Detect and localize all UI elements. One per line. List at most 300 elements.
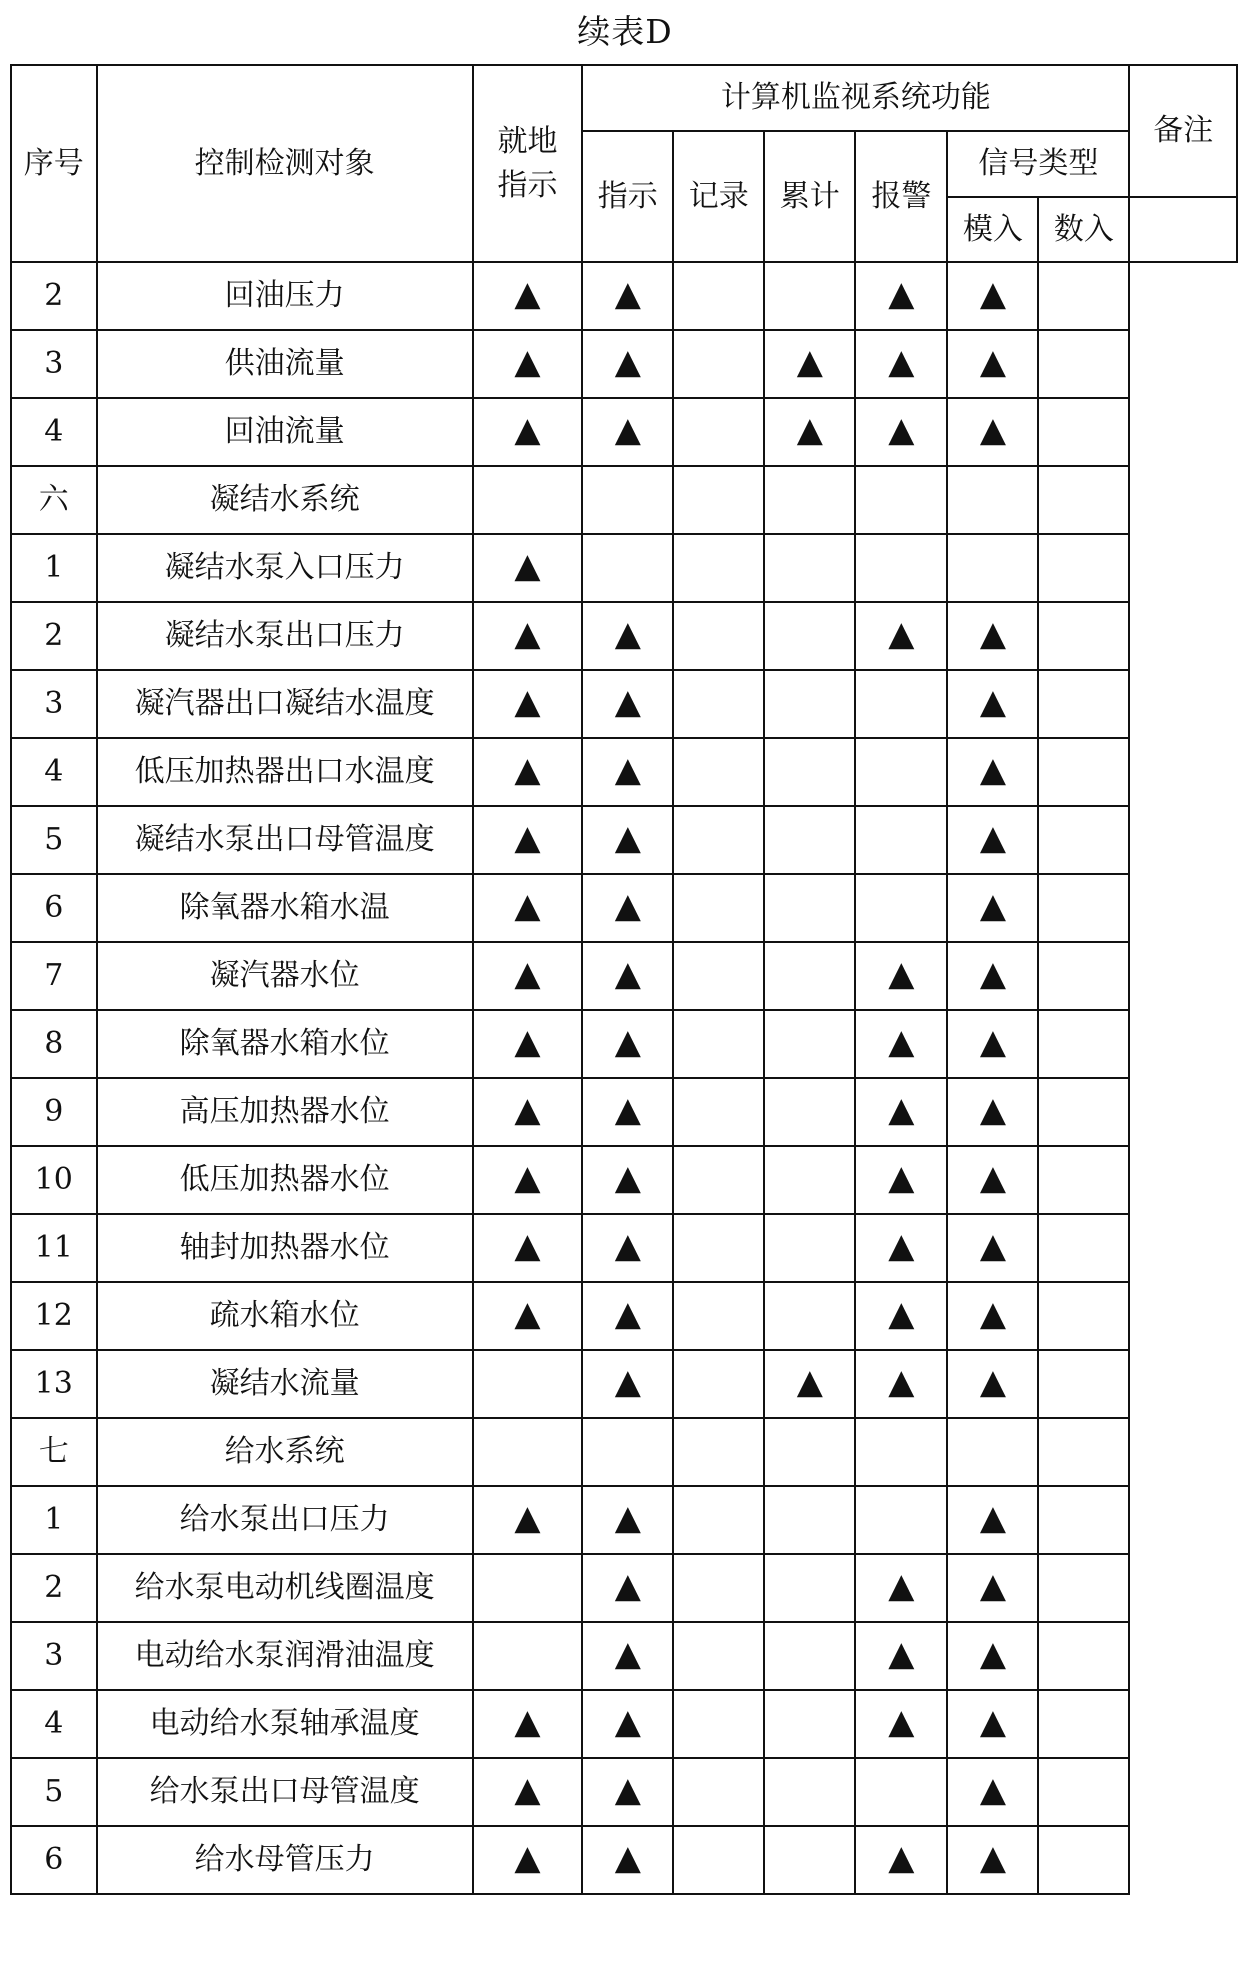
mark-cell [673, 1554, 764, 1622]
mark-cell [673, 602, 764, 670]
triangle-mark-icon: ▲ [614, 614, 641, 655]
mark-cell [473, 1622, 583, 1690]
mark-cell [673, 806, 764, 874]
triangle-mark-icon: ▲ [514, 750, 541, 791]
mark-cell [764, 1418, 855, 1486]
remarks-cell [1038, 1214, 1129, 1282]
row-seq: 12 [11, 1282, 97, 1350]
table-row [11, 738, 1237, 806]
triangle-mark-icon: ▲ [979, 818, 1006, 859]
mark-cell [764, 1758, 855, 1826]
remarks-cell [1038, 942, 1129, 1010]
table-row [11, 1350, 1237, 1418]
mark-cell [764, 1010, 855, 1078]
row-seq: 3 [11, 670, 97, 738]
mark-cell [764, 602, 855, 670]
mark-cell [473, 806, 583, 874]
mark-cell [582, 1418, 673, 1486]
remarks-cell [1038, 1146, 1129, 1214]
mark-cell [947, 330, 1038, 398]
row-seq: 1 [11, 534, 97, 602]
mark-cell [855, 1758, 947, 1826]
mark-cell [855, 398, 947, 466]
mark-cell [673, 534, 764, 602]
mark-cell [673, 1078, 764, 1146]
mark-cell [582, 534, 673, 602]
mark-cell [855, 942, 947, 1010]
triangle-mark-icon: ▲ [614, 1022, 641, 1063]
table-row [11, 1282, 1237, 1350]
mark-cell [764, 874, 855, 942]
mark-cell [764, 806, 855, 874]
header-alarm: 报警 [855, 131, 947, 262]
remarks-cell [1038, 1010, 1129, 1078]
mark-cell [582, 1146, 673, 1214]
triangle-mark-icon: ▲ [514, 818, 541, 859]
row-object: 给水泵出口母管温度 [97, 1758, 473, 1826]
mark-cell [855, 1826, 947, 1894]
triangle-mark-icon: ▲ [514, 954, 541, 995]
mark-cell [855, 1622, 947, 1690]
remarks-cell [1038, 262, 1129, 330]
mark-cell [673, 1214, 764, 1282]
mark-cell [582, 1826, 673, 1894]
row-object: 凝汽器出口凝结水温度 [97, 670, 473, 738]
mark-cell [473, 1690, 583, 1758]
mark-cell [947, 602, 1038, 670]
mark-cell [582, 330, 673, 398]
remarks-cell [1038, 602, 1129, 670]
mark-cell [473, 670, 583, 738]
row-seq: 9 [11, 1078, 97, 1146]
remarks-cell [1038, 806, 1129, 874]
triangle-mark-icon: ▲ [979, 750, 1006, 791]
header-record: 记录 [673, 131, 764, 262]
row-object: 回油压力 [97, 262, 473, 330]
triangle-mark-icon: ▲ [614, 682, 641, 723]
triangle-mark-icon: ▲ [614, 954, 641, 995]
mark-cell [947, 1418, 1038, 1486]
mark-cell [473, 874, 583, 942]
mark-cell [764, 1146, 855, 1214]
mark-cell [764, 1350, 855, 1418]
triangle-mark-icon: ▲ [979, 886, 1006, 927]
row-object: 回油流量 [97, 398, 473, 466]
row-seq: 六 [11, 466, 97, 534]
mark-cell [473, 398, 583, 466]
mark-cell [673, 942, 764, 1010]
mark-cell [764, 262, 855, 330]
header-local-indication [473, 65, 583, 262]
row-object: 低压加热器水位 [97, 1146, 473, 1214]
triangle-mark-icon: ▲ [614, 1362, 641, 1403]
mark-cell [947, 534, 1038, 602]
mark-cell [947, 874, 1038, 942]
table-row [11, 1554, 1237, 1622]
triangle-mark-icon: ▲ [888, 342, 915, 383]
mark-cell [582, 874, 673, 942]
triangle-mark-icon: ▲ [888, 1566, 915, 1607]
remarks-cell [1038, 398, 1129, 466]
triangle-mark-icon: ▲ [979, 1226, 1006, 1267]
triangle-mark-icon: ▲ [979, 1362, 1006, 1403]
triangle-mark-icon: ▲ [614, 1226, 641, 1267]
mark-cell [855, 1078, 947, 1146]
row-seq: 2 [11, 602, 97, 670]
table-row [11, 466, 1237, 534]
triangle-mark-icon: ▲ [979, 1838, 1006, 1879]
triangle-mark-icon: ▲ [979, 274, 1006, 315]
mark-cell [764, 1486, 855, 1554]
mark-cell [582, 466, 673, 534]
row-seq: 7 [11, 942, 97, 1010]
mark-cell [855, 806, 947, 874]
row-seq: 4 [11, 738, 97, 806]
table-row [11, 670, 1237, 738]
triangle-mark-icon: ▲ [514, 1090, 541, 1131]
mark-cell [673, 874, 764, 942]
triangle-mark-icon: ▲ [614, 1294, 641, 1335]
row-seq: 8 [11, 1010, 97, 1078]
triangle-mark-icon: ▲ [614, 1090, 641, 1131]
table-row [11, 262, 1237, 330]
mark-cell [764, 942, 855, 1010]
mark-cell [855, 738, 947, 806]
mark-cell [582, 1758, 673, 1826]
triangle-mark-icon: ▲ [888, 1838, 915, 1879]
mark-cell [947, 1010, 1038, 1078]
row-seq: 4 [11, 398, 97, 466]
remarks-cell [1038, 874, 1129, 942]
table-row [11, 330, 1237, 398]
triangle-mark-icon: ▲ [888, 1158, 915, 1199]
remarks-cell [1038, 1758, 1129, 1826]
row-object: 电动给水泵润滑油温度 [97, 1622, 473, 1690]
header-row-1 [11, 65, 1237, 131]
row-object: 给水泵出口压力 [97, 1486, 473, 1554]
mark-cell [582, 1690, 673, 1758]
remarks-cell [1038, 1486, 1129, 1554]
table-body [11, 65, 1237, 1894]
mark-cell [673, 738, 764, 806]
triangle-mark-icon: ▲ [614, 1838, 641, 1879]
mark-cell [764, 1214, 855, 1282]
triangle-mark-icon: ▲ [614, 818, 641, 859]
mark-cell [582, 942, 673, 1010]
triangle-mark-icon: ▲ [888, 1226, 915, 1267]
remarks-cell [1038, 1418, 1129, 1486]
table-row [11, 1622, 1237, 1690]
mark-cell [473, 1486, 583, 1554]
mark-cell [473, 1282, 583, 1350]
mark-cell [764, 398, 855, 466]
mark-cell [473, 1826, 583, 1894]
triangle-mark-icon: ▲ [888, 954, 915, 995]
mark-cell [673, 1622, 764, 1690]
mark-cell [855, 602, 947, 670]
mark-cell [582, 1554, 673, 1622]
mark-cell [673, 670, 764, 738]
table-row [11, 1010, 1237, 1078]
mark-cell [855, 874, 947, 942]
mark-cell [947, 466, 1038, 534]
mark-cell [947, 398, 1038, 466]
mark-cell [673, 1758, 764, 1826]
mark-cell [673, 1282, 764, 1350]
mark-cell [582, 1214, 673, 1282]
triangle-mark-icon: ▲ [888, 1022, 915, 1063]
mark-cell [764, 1554, 855, 1622]
mark-cell [855, 1146, 947, 1214]
row-object: 凝结水泵入口压力 [97, 534, 473, 602]
mark-cell [582, 1282, 673, 1350]
header-remarks-blank [1129, 197, 1237, 262]
triangle-mark-icon: ▲ [796, 410, 823, 451]
triangle-mark-icon: ▲ [888, 1294, 915, 1335]
header-cumulative: 累计 [764, 131, 855, 262]
mark-cell [855, 1282, 947, 1350]
remarks-cell [1038, 1078, 1129, 1146]
triangle-mark-icon: ▲ [514, 886, 541, 927]
mark-cell [855, 670, 947, 738]
mark-cell [947, 1622, 1038, 1690]
mark-cell [855, 262, 947, 330]
mark-cell [764, 738, 855, 806]
row-object: 给水泵电动机线圈温度 [97, 1554, 473, 1622]
mark-cell [582, 1010, 673, 1078]
triangle-mark-icon: ▲ [888, 614, 915, 655]
mark-cell [947, 942, 1038, 1010]
mark-cell [582, 262, 673, 330]
mark-cell [673, 466, 764, 534]
mark-cell [473, 942, 583, 1010]
mark-cell [673, 1826, 764, 1894]
triangle-mark-icon: ▲ [614, 1158, 641, 1199]
triangle-mark-icon: ▲ [514, 1226, 541, 1267]
row-seq: 10 [11, 1146, 97, 1214]
triangle-mark-icon: ▲ [979, 1702, 1006, 1743]
mark-cell [947, 262, 1038, 330]
row-object: 供油流量 [97, 330, 473, 398]
remarks-cell [1038, 1622, 1129, 1690]
mark-cell [473, 534, 583, 602]
row-object: 给水母管压力 [97, 1826, 473, 1894]
table-row [11, 1214, 1237, 1282]
mark-cell [947, 1486, 1038, 1554]
mark-cell [947, 670, 1038, 738]
table-row [11, 534, 1237, 602]
triangle-mark-icon: ▲ [514, 410, 541, 451]
triangle-mark-icon: ▲ [979, 1770, 1006, 1811]
triangle-mark-icon: ▲ [888, 1634, 915, 1675]
header-digital-in: 数入 [1038, 197, 1129, 262]
mark-cell [764, 1826, 855, 1894]
row-seq: 七 [11, 1418, 97, 1486]
remarks-cell [1038, 1554, 1129, 1622]
table-row [11, 602, 1237, 670]
triangle-mark-icon: ▲ [514, 1702, 541, 1743]
triangle-mark-icon: ▲ [514, 1770, 541, 1811]
mark-cell [947, 1078, 1038, 1146]
mark-cell [855, 1486, 947, 1554]
mark-cell [855, 1554, 947, 1622]
mark-cell [673, 1418, 764, 1486]
remarks-cell [1038, 330, 1129, 398]
table-title: 续表D [577, 11, 673, 51]
triangle-mark-icon: ▲ [514, 1294, 541, 1335]
row-object: 凝结水泵出口压力 [97, 602, 473, 670]
mark-cell [764, 330, 855, 398]
remarks-cell [1038, 1826, 1129, 1894]
table-row [11, 398, 1237, 466]
triangle-mark-icon: ▲ [979, 1294, 1006, 1335]
triangle-mark-icon: ▲ [888, 274, 915, 315]
mark-cell [673, 1350, 764, 1418]
mark-cell [855, 330, 947, 398]
mark-cell [473, 602, 583, 670]
row-object: 高压加热器水位 [97, 1078, 473, 1146]
row-object: 电动给水泵轴承温度 [97, 1690, 473, 1758]
row-object: 凝汽器水位 [97, 942, 473, 1010]
triangle-mark-icon: ▲ [614, 410, 641, 451]
mark-cell [582, 738, 673, 806]
table-row [11, 1690, 1237, 1758]
mark-cell [764, 1078, 855, 1146]
triangle-mark-icon: ▲ [979, 342, 1006, 383]
mark-cell [855, 466, 947, 534]
mark-cell [473, 1078, 583, 1146]
mark-cell [473, 1350, 583, 1418]
mark-cell [473, 738, 583, 806]
remarks-cell [1038, 534, 1129, 602]
mark-cell [855, 1350, 947, 1418]
mark-cell [582, 1078, 673, 1146]
triangle-mark-icon: ▲ [614, 1702, 641, 1743]
mark-cell [473, 466, 583, 534]
row-seq: 1 [11, 1486, 97, 1554]
triangle-mark-icon: ▲ [514, 546, 541, 587]
mark-cell [673, 1146, 764, 1214]
mark-cell [582, 398, 673, 466]
triangle-mark-icon: ▲ [979, 410, 1006, 451]
mark-cell [673, 330, 764, 398]
triangle-mark-icon: ▲ [979, 1022, 1006, 1063]
triangle-mark-icon: ▲ [888, 1090, 915, 1131]
remarks-cell [1038, 466, 1129, 534]
mark-cell [673, 1690, 764, 1758]
row-seq: 2 [11, 262, 97, 330]
remarks-cell [1038, 1690, 1129, 1758]
triangle-mark-icon: ▲ [979, 614, 1006, 655]
row-seq: 5 [11, 806, 97, 874]
triangle-mark-icon: ▲ [614, 1566, 641, 1607]
mark-cell [764, 1282, 855, 1350]
row-seq: 4 [11, 1690, 97, 1758]
triangle-mark-icon: ▲ [796, 1362, 823, 1403]
triangle-mark-icon: ▲ [614, 1498, 641, 1539]
table-row [11, 874, 1237, 942]
mark-cell [855, 1418, 947, 1486]
monitoring-table [10, 64, 1238, 1895]
row-object: 凝结水系统 [97, 466, 473, 534]
row-object: 凝结水泵出口母管温度 [97, 806, 473, 874]
triangle-mark-icon: ▲ [614, 1634, 641, 1675]
remarks-cell [1038, 738, 1129, 806]
row-seq: 5 [11, 1758, 97, 1826]
mark-cell [673, 1010, 764, 1078]
mark-cell [764, 466, 855, 534]
mark-cell [947, 1690, 1038, 1758]
table-row [11, 1078, 1237, 1146]
table-row [11, 942, 1237, 1010]
mark-cell [582, 1622, 673, 1690]
table-row [11, 1826, 1237, 1894]
row-object: 轴封加热器水位 [97, 1214, 473, 1282]
mark-cell [764, 1690, 855, 1758]
header-remarks: 备注 [1129, 65, 1237, 197]
row-seq: 2 [11, 1554, 97, 1622]
triangle-mark-icon: ▲ [888, 1362, 915, 1403]
remarks-cell [1038, 1350, 1129, 1418]
mark-cell [673, 1486, 764, 1554]
mark-cell [855, 1690, 947, 1758]
mark-cell [582, 1350, 673, 1418]
triangle-mark-icon: ▲ [614, 886, 641, 927]
mark-cell [947, 1758, 1038, 1826]
triangle-mark-icon: ▲ [979, 954, 1006, 995]
mark-cell [947, 1146, 1038, 1214]
header-indicate: 指示 [582, 131, 673, 262]
remarks-cell [1038, 1282, 1129, 1350]
triangle-mark-icon: ▲ [614, 750, 641, 791]
row-seq: 6 [11, 874, 97, 942]
triangle-mark-icon: ▲ [514, 342, 541, 383]
triangle-mark-icon: ▲ [888, 410, 915, 451]
mark-cell [473, 1418, 583, 1486]
mark-cell [947, 1350, 1038, 1418]
mark-cell [473, 1758, 583, 1826]
mark-cell [473, 1010, 583, 1078]
mark-cell [764, 1622, 855, 1690]
triangle-mark-icon: ▲ [979, 682, 1006, 723]
mark-cell [855, 1010, 947, 1078]
remarks-cell [1038, 670, 1129, 738]
mark-cell [673, 262, 764, 330]
row-seq: 3 [11, 1622, 97, 1690]
row-object: 除氧器水箱水温 [97, 874, 473, 942]
row-object: 低压加热器出口水温度 [97, 738, 473, 806]
triangle-mark-icon: ▲ [979, 1634, 1006, 1675]
mark-cell [947, 1282, 1038, 1350]
table-row [11, 1758, 1237, 1826]
mark-cell [947, 806, 1038, 874]
triangle-mark-icon: ▲ [514, 614, 541, 655]
header-computer-monitoring: 计算机监视系统功能 [582, 65, 1129, 131]
triangle-mark-icon: ▲ [796, 342, 823, 383]
mark-cell [473, 262, 583, 330]
mark-cell [947, 738, 1038, 806]
triangle-mark-icon: ▲ [514, 1158, 541, 1199]
triangle-mark-icon: ▲ [514, 274, 541, 315]
mark-cell [947, 1554, 1038, 1622]
triangle-mark-icon: ▲ [979, 1090, 1006, 1131]
header-signal-type: 信号类型 [947, 131, 1129, 197]
row-seq: 6 [11, 1826, 97, 1894]
triangle-mark-icon: ▲ [514, 1838, 541, 1879]
header-seq: 序号 [11, 65, 97, 262]
row-object: 疏水箱水位 [97, 1282, 473, 1350]
triangle-mark-icon: ▲ [888, 1702, 915, 1743]
